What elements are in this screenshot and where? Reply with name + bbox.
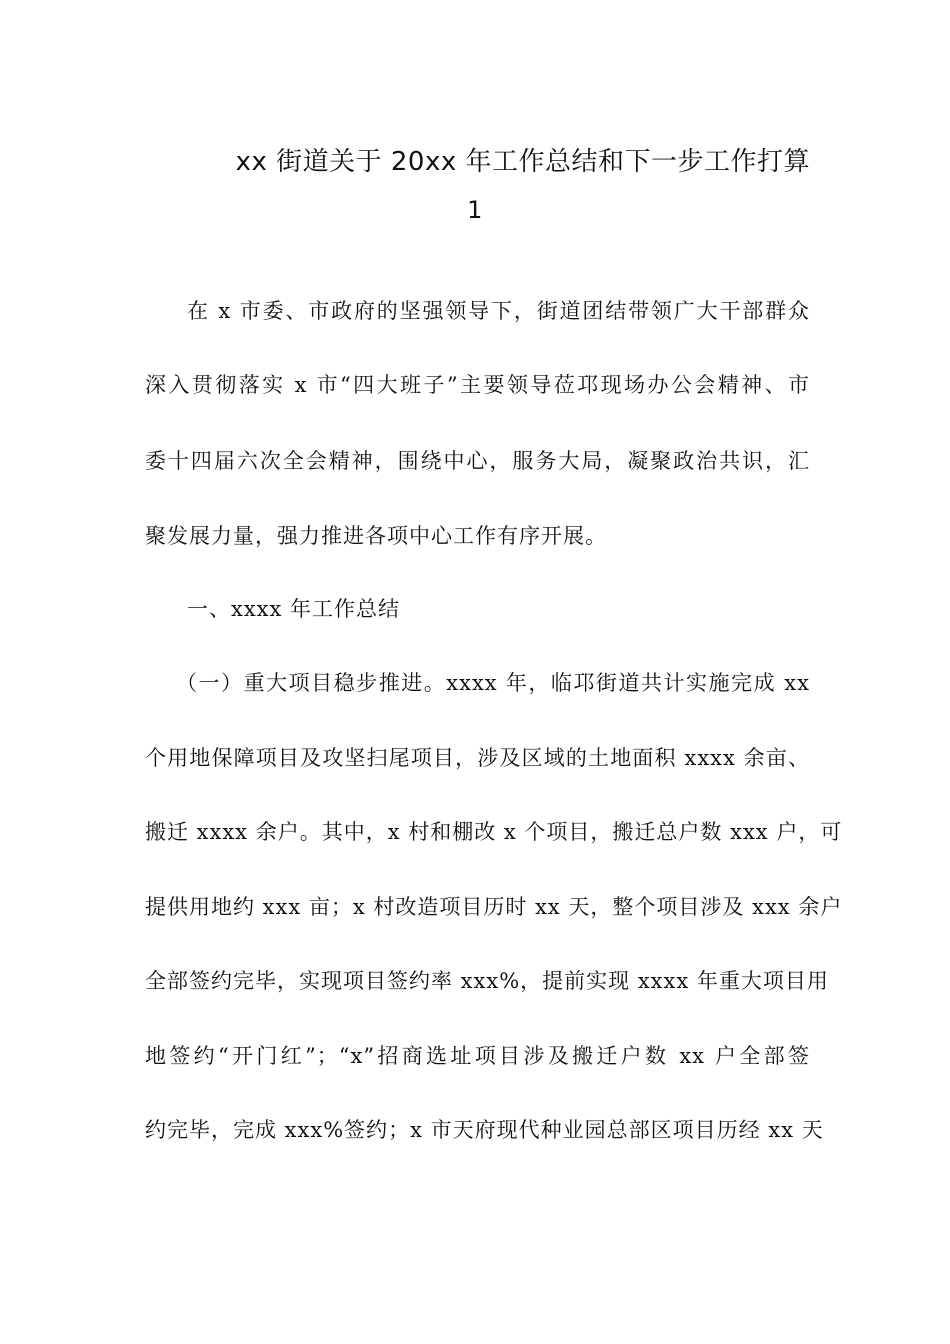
paragraph-line: 全部签约完毕，实现项目签约率 xxx%，提前实现 xxxx 年重大项目用: [145, 969, 829, 993]
paragraph-line: 地签约“开门红”；“x”招商选址项目涉及搬迁户数 xx 户全部签: [145, 1044, 810, 1068]
section-heading: 一、xxxx 年工作总结: [187, 597, 401, 621]
paragraph-line: 聚发展力量，强力推进各项中心工作有序开展。: [145, 524, 607, 548]
document-title: xx 街道关于 20xx 年工作总结和下一步工作打算: [235, 147, 810, 177]
paragraph-line: 深入贯彻落实 x 市“四大班子”主要领导莅邛现场办公会精神、市: [145, 373, 810, 397]
paragraph-line: （一）重大项目稳步推进。xxxx 年，临邛街道共计实施完成 xx: [176, 671, 810, 695]
paragraph-line: 搬迁 xxxx 余户。其中，x 村和棚改 x 个项目，搬迁总户数 xxx 户，可: [145, 820, 843, 844]
paragraph-line: 提供用地约 xxx 亩；x 村改造项目历时 xx 天，整个项目涉及 xxx 余户: [145, 895, 843, 919]
paragraph-line: 约完毕，完成 xxx%签约；x 市天府现代种业园总部区项目历经 xx 天: [145, 1118, 824, 1142]
paragraph-line: 委十四届六次全会精神，围绕中心，服务大局，凝聚政治共识，汇: [145, 449, 810, 473]
paragraph-line: 个用地保障项目及攻坚扫尾项目，涉及区域的土地面积 xxxx 余亩、: [145, 746, 810, 770]
paragraph-line: 在 x 市委、市政府的坚强领导下，街道团结带领广大干部群众: [187, 299, 810, 323]
document-title-number: 1: [467, 196, 483, 224]
